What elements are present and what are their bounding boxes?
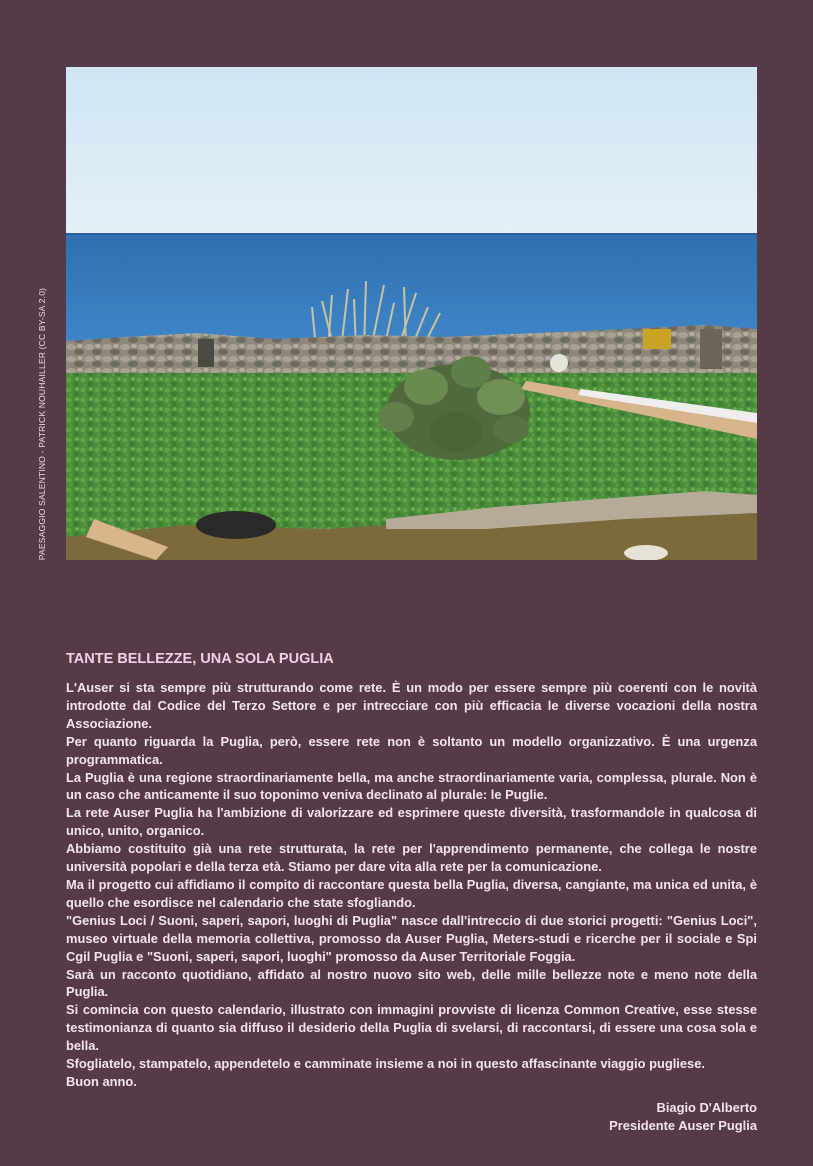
landscape-photo	[66, 67, 757, 560]
paragraph: Sfogliatelo, stampatelo, appendetelo e camminate insieme a noi in questo affascinante viaggio pugliese.	[66, 1056, 705, 1072]
signature-name: Biagio D'Alberto	[656, 1099, 757, 1115]
article	[66, 651, 757, 1135]
paragraph: Abbiamo costituito già una rete strutturata, la rete per l'apprendimento permanente, che collega le nostre università popolari e della terza età. Stiamo per dare vita alla rete per la comunicazione.	[66, 841, 757, 875]
paragraph: "Genius Loci / Suoni, saperi, sapori, luoghi di Puglia" nasce dall'intreccio di due storici progetti: "Genius Loci", museo virtuale della memoria collettiva, promosso da Auser Puglia, Meters-studi e ricerche per il sociale e Spi Cgil Puglia e "Suoni, saperi, sapori, luoghi" promosso da Auser Territoriale Foggia.	[66, 912, 757, 964]
photo-credit: PAESAGGIO SALENTINO - PATRICK NOUHAILLER (CC BY-SA 2.0)	[37, 287, 47, 561]
paragraph: Per quanto riguarda la Puglia, però, essere rete non è soltanto un modello organizzativo. È una urgenza programmatica.	[66, 733, 757, 767]
paragraph: Sarà un racconto quotidiano, affidato al nostro nuovo sito web, delle mille bellezze note e meno note della Puglia.	[66, 966, 757, 1000]
paragraph: Buon anno.	[66, 1073, 137, 1089]
signature-role: Presidente Auser Puglia	[609, 1117, 757, 1133]
paragraph: Si comincia con questo calendario, illustrato con immagini provviste di licenza Common Creative, esse stesse testimonianza di quanto sia diffuso il desiderio della Puglia di svelarsi, di raccontarsi, di essere una cosa sola e bella.	[66, 1002, 757, 1054]
paragraph: La rete Auser Puglia ha l'ambizione di valorizzare ed esprimere queste diversità, trasformandole in qualcosa di unico, unito, organico.	[66, 805, 757, 839]
article-title: TANTE BELLEZZE, UNA SOLA PUGLIA	[66, 651, 334, 667]
paragraph: Ma il progetto cui affidiamo il compito di raccontare questa bella Puglia, diversa, cangiante, ma unica ed unita, è quello che esordisce nel calendario che state sfogliando.	[66, 876, 757, 910]
signature	[66, 1099, 757, 1135]
paragraph: La Puglia è una regione straordinariamente bella, ma anche straordinariamente varia, complessa, plurale. Non è un caso che anticamente il suo toponimo veniva declinato al plurale: le Puglie.	[66, 769, 757, 803]
paragraph: L'Auser si sta sempre più strutturando come rete. È un modo per essere sempre più coerenti con le novità introdotte dal Codice del Terzo Settore e per intrecciare con più efficacia le diverse vocazioni della nostra Associazione.	[66, 680, 757, 731]
